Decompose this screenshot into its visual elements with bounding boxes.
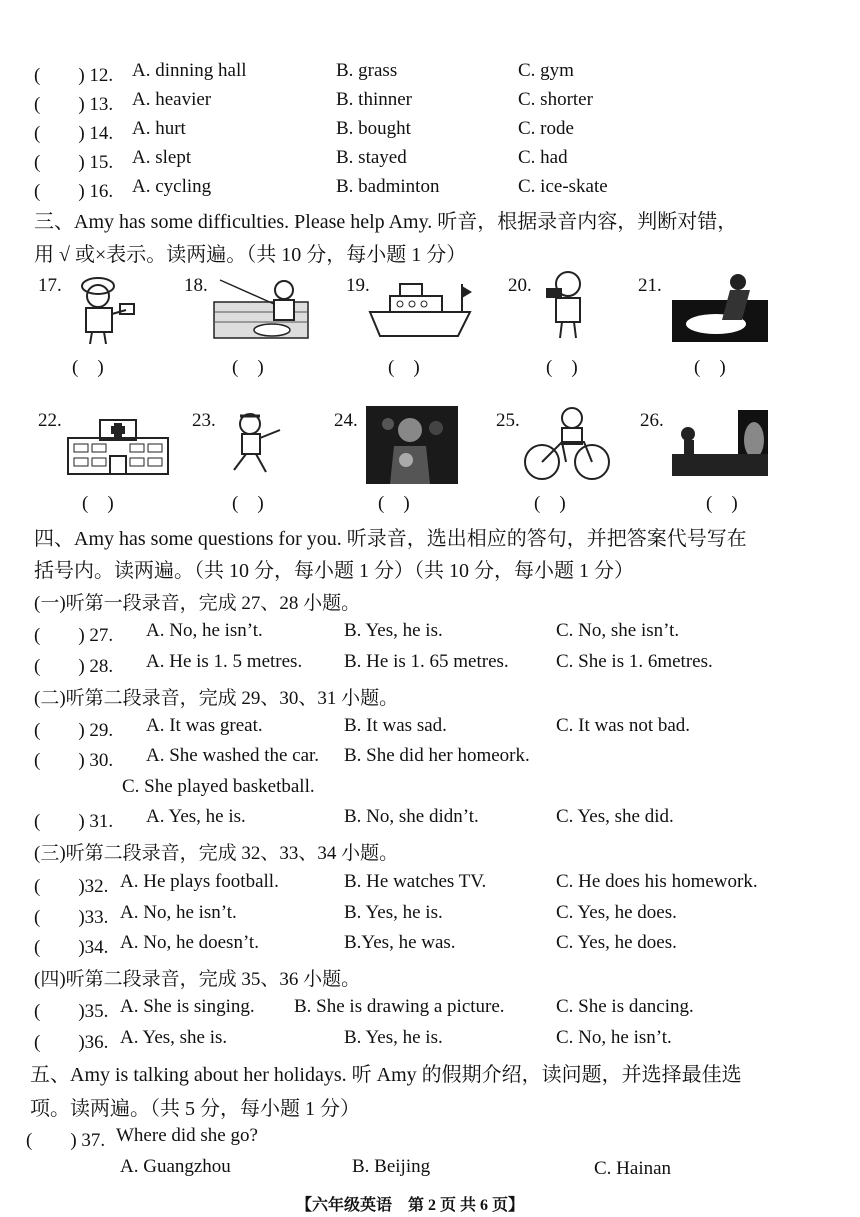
- answer-paren-24[interactable]: ( ): [378, 493, 410, 514]
- q36-option-b: B. Yes, he is.: [344, 1027, 443, 1048]
- q28-option-b: B. He is 1. 65 metres.: [344, 651, 509, 672]
- mailman-image: [70, 270, 140, 348]
- section3-instruction-line2: 用 √ 或×表示。读两遍。（共 10 分，每小题 1 分）: [34, 244, 467, 266]
- answer-paren-23[interactable]: ( ): [232, 493, 264, 514]
- answer-paren-18[interactable]: ( ): [232, 357, 264, 378]
- pic-label-21: 21.: [638, 275, 662, 296]
- q13-option-c: C. shorter: [518, 89, 593, 110]
- q12-option-b: B. grass: [336, 60, 398, 81]
- fishing-image: [212, 272, 310, 342]
- running-boy-image: [220, 408, 286, 478]
- q12-option-a: A. dinning hall: [132, 60, 247, 81]
- q37-question: Where did she go?: [116, 1125, 258, 1146]
- q31-number[interactable]: ( ) 31.: [34, 811, 114, 832]
- part1-title: (一)听第一段录音，完成 27、28 小题。: [34, 593, 361, 614]
- q34-option-b: B.Yes, he was.: [344, 932, 456, 953]
- q13-option-b: B. thinner: [336, 89, 412, 110]
- q16-option-b: B. badminton: [336, 176, 440, 197]
- pic-label-22: 22.: [38, 410, 62, 431]
- part4-title: (四)听第二段录音，完成 35、36 小题。: [34, 969, 361, 990]
- q29-option-b: B. It was sad.: [344, 715, 447, 736]
- answer-paren-20[interactable]: ( ): [546, 357, 578, 378]
- section3-instruction-line1: 三、Amy has some difficulties. Please help Amy. 听音，根据录音内容，判断对错，: [34, 211, 738, 233]
- answer-paren-21[interactable]: ( ): [694, 357, 726, 378]
- q15-option-a: A. slept: [132, 147, 192, 168]
- pic-label-23: 23.: [192, 410, 216, 431]
- q34-option-c: C. Yes, he does.: [556, 932, 677, 953]
- q14-option-a: A. hurt: [132, 118, 186, 139]
- q12-number[interactable]: ( ) 12.: [34, 65, 114, 86]
- q15-number[interactable]: ( ) 15.: [34, 152, 114, 173]
- q37-option-c: C. Hainan: [594, 1158, 672, 1179]
- pic-label-18: 18.: [184, 275, 208, 296]
- q32-option-a: A. He plays football.: [120, 871, 279, 892]
- part3-title: (三)听第二段录音，完成 32、33、34 小题。: [34, 843, 399, 864]
- dark-room-image: [672, 410, 768, 476]
- q35-option-a: A. She is singing.: [120, 996, 255, 1017]
- q27-option-a: A. No, he isn’t.: [146, 620, 263, 641]
- q27-option-b: B. Yes, he is.: [344, 620, 443, 641]
- q16-option-c: C. ice-skate: [518, 176, 608, 197]
- answer-paren-25[interactable]: ( ): [534, 493, 566, 514]
- section5-instruction-line1: 五、Amy is talking about her holidays. 听 Amy 的假期介绍，读问题，并选择最佳选: [30, 1064, 742, 1086]
- q13-option-a: A. heavier: [132, 89, 212, 110]
- hospital-image: [66, 416, 170, 476]
- q30-option-a: A. She washed the car.: [146, 745, 320, 766]
- q36-option-c: C. No, he isn’t.: [556, 1027, 672, 1048]
- pic-label-25: 25.: [496, 410, 520, 431]
- answer-paren-22[interactable]: ( ): [82, 493, 114, 514]
- q15-option-c: C. had: [518, 147, 568, 168]
- q29-option-a: A. It was great.: [146, 715, 263, 736]
- q34-number[interactable]: ( )34.: [34, 937, 109, 958]
- photographer-image: [540, 270, 596, 342]
- page-footer: 【六年级英语 第 2 页 共 6 页】: [296, 1197, 525, 1214]
- q14-option-c: C. rode: [518, 118, 574, 139]
- q33-option-a: A. No, he isn’t.: [120, 902, 237, 923]
- pic-label-20: 20.: [508, 275, 532, 296]
- q27-option-c: C. No, she isn’t.: [556, 620, 680, 641]
- q33-number[interactable]: ( )33.: [34, 907, 109, 928]
- q32-option-c: C. He does his homework.: [556, 871, 758, 892]
- q35-number[interactable]: ( )35.: [34, 1001, 109, 1022]
- q28-option-c: C. She is 1. 6metres.: [556, 651, 713, 672]
- q31-option-c: C. Yes, she did.: [556, 806, 674, 827]
- section4-instruction-line2: 括号内。读两遍。（共 10 分，每小题 1 分）（共 10 分，每小题 1 分）: [34, 560, 634, 582]
- answer-paren-19[interactable]: ( ): [388, 357, 420, 378]
- q15-option-b: B. stayed: [336, 147, 407, 168]
- q36-option-a: A. Yes, she is.: [120, 1027, 228, 1048]
- ship-image: [366, 280, 476, 342]
- q34-option-a: A. No, he doesn’t.: [120, 932, 259, 953]
- answer-paren-26[interactable]: ( ): [706, 493, 738, 514]
- q30-option-c: C. She played basketball.: [122, 776, 315, 797]
- cycling-boy-image: [522, 406, 612, 484]
- section4-instruction-line1: 四、Amy has some questions for you. 听录音，选出相应的答句，并把答案代号写在: [34, 528, 747, 550]
- q12-option-c: C. gym: [518, 60, 574, 81]
- q16-number[interactable]: ( ) 16.: [34, 181, 114, 202]
- q14-number[interactable]: ( ) 14.: [34, 123, 114, 144]
- q33-option-b: B. Yes, he is.: [344, 902, 443, 923]
- q27-number[interactable]: ( ) 27.: [34, 625, 114, 646]
- q30-number[interactable]: ( ) 30.: [34, 750, 114, 771]
- q32-option-b: B. He watches TV.: [344, 871, 487, 892]
- q37-number[interactable]: ( ) 37.: [26, 1130, 106, 1151]
- washing-clothes-image: [672, 270, 768, 342]
- q37-option-b: B. Beijing: [352, 1156, 431, 1177]
- q37-option-a: A. Guangzhou: [120, 1156, 231, 1177]
- q35-option-c: C. She is dancing.: [556, 996, 694, 1017]
- pic-label-17: 17.: [38, 275, 62, 296]
- part2-title: (二)听第二段录音，完成 29、30、31 小题。: [34, 688, 399, 709]
- girl-photo-image: [366, 406, 458, 484]
- q35-option-b: B. She is drawing a picture.: [294, 996, 505, 1017]
- q31-option-a: A. Yes, he is.: [146, 806, 246, 827]
- q29-option-c: C. It was not bad.: [556, 715, 691, 736]
- q13-number[interactable]: ( ) 13.: [34, 94, 114, 115]
- pic-label-24: 24.: [334, 410, 358, 431]
- q31-option-b: B. No, she didn’t.: [344, 806, 479, 827]
- q30-option-b: B. She did her homeork.: [344, 745, 530, 766]
- section5-instruction-line2: 项。读两遍。（共 5 分，每小题 1 分）: [30, 1098, 360, 1120]
- q14-option-b: B. bought: [336, 118, 411, 139]
- pic-label-26: 26.: [640, 410, 664, 431]
- q36-number[interactable]: ( )36.: [34, 1032, 109, 1053]
- q29-number[interactable]: ( ) 29.: [34, 720, 114, 741]
- q33-option-c: C. Yes, he does.: [556, 902, 677, 923]
- pic-label-19: 19.: [346, 275, 370, 296]
- answer-paren-17[interactable]: ( ): [72, 357, 104, 378]
- q28-number[interactable]: ( ) 28.: [34, 656, 114, 677]
- q28-option-a: A. He is 1. 5 metres.: [146, 651, 303, 672]
- q16-option-a: A. cycling: [132, 176, 212, 197]
- q32-number[interactable]: ( )32.: [34, 876, 109, 897]
